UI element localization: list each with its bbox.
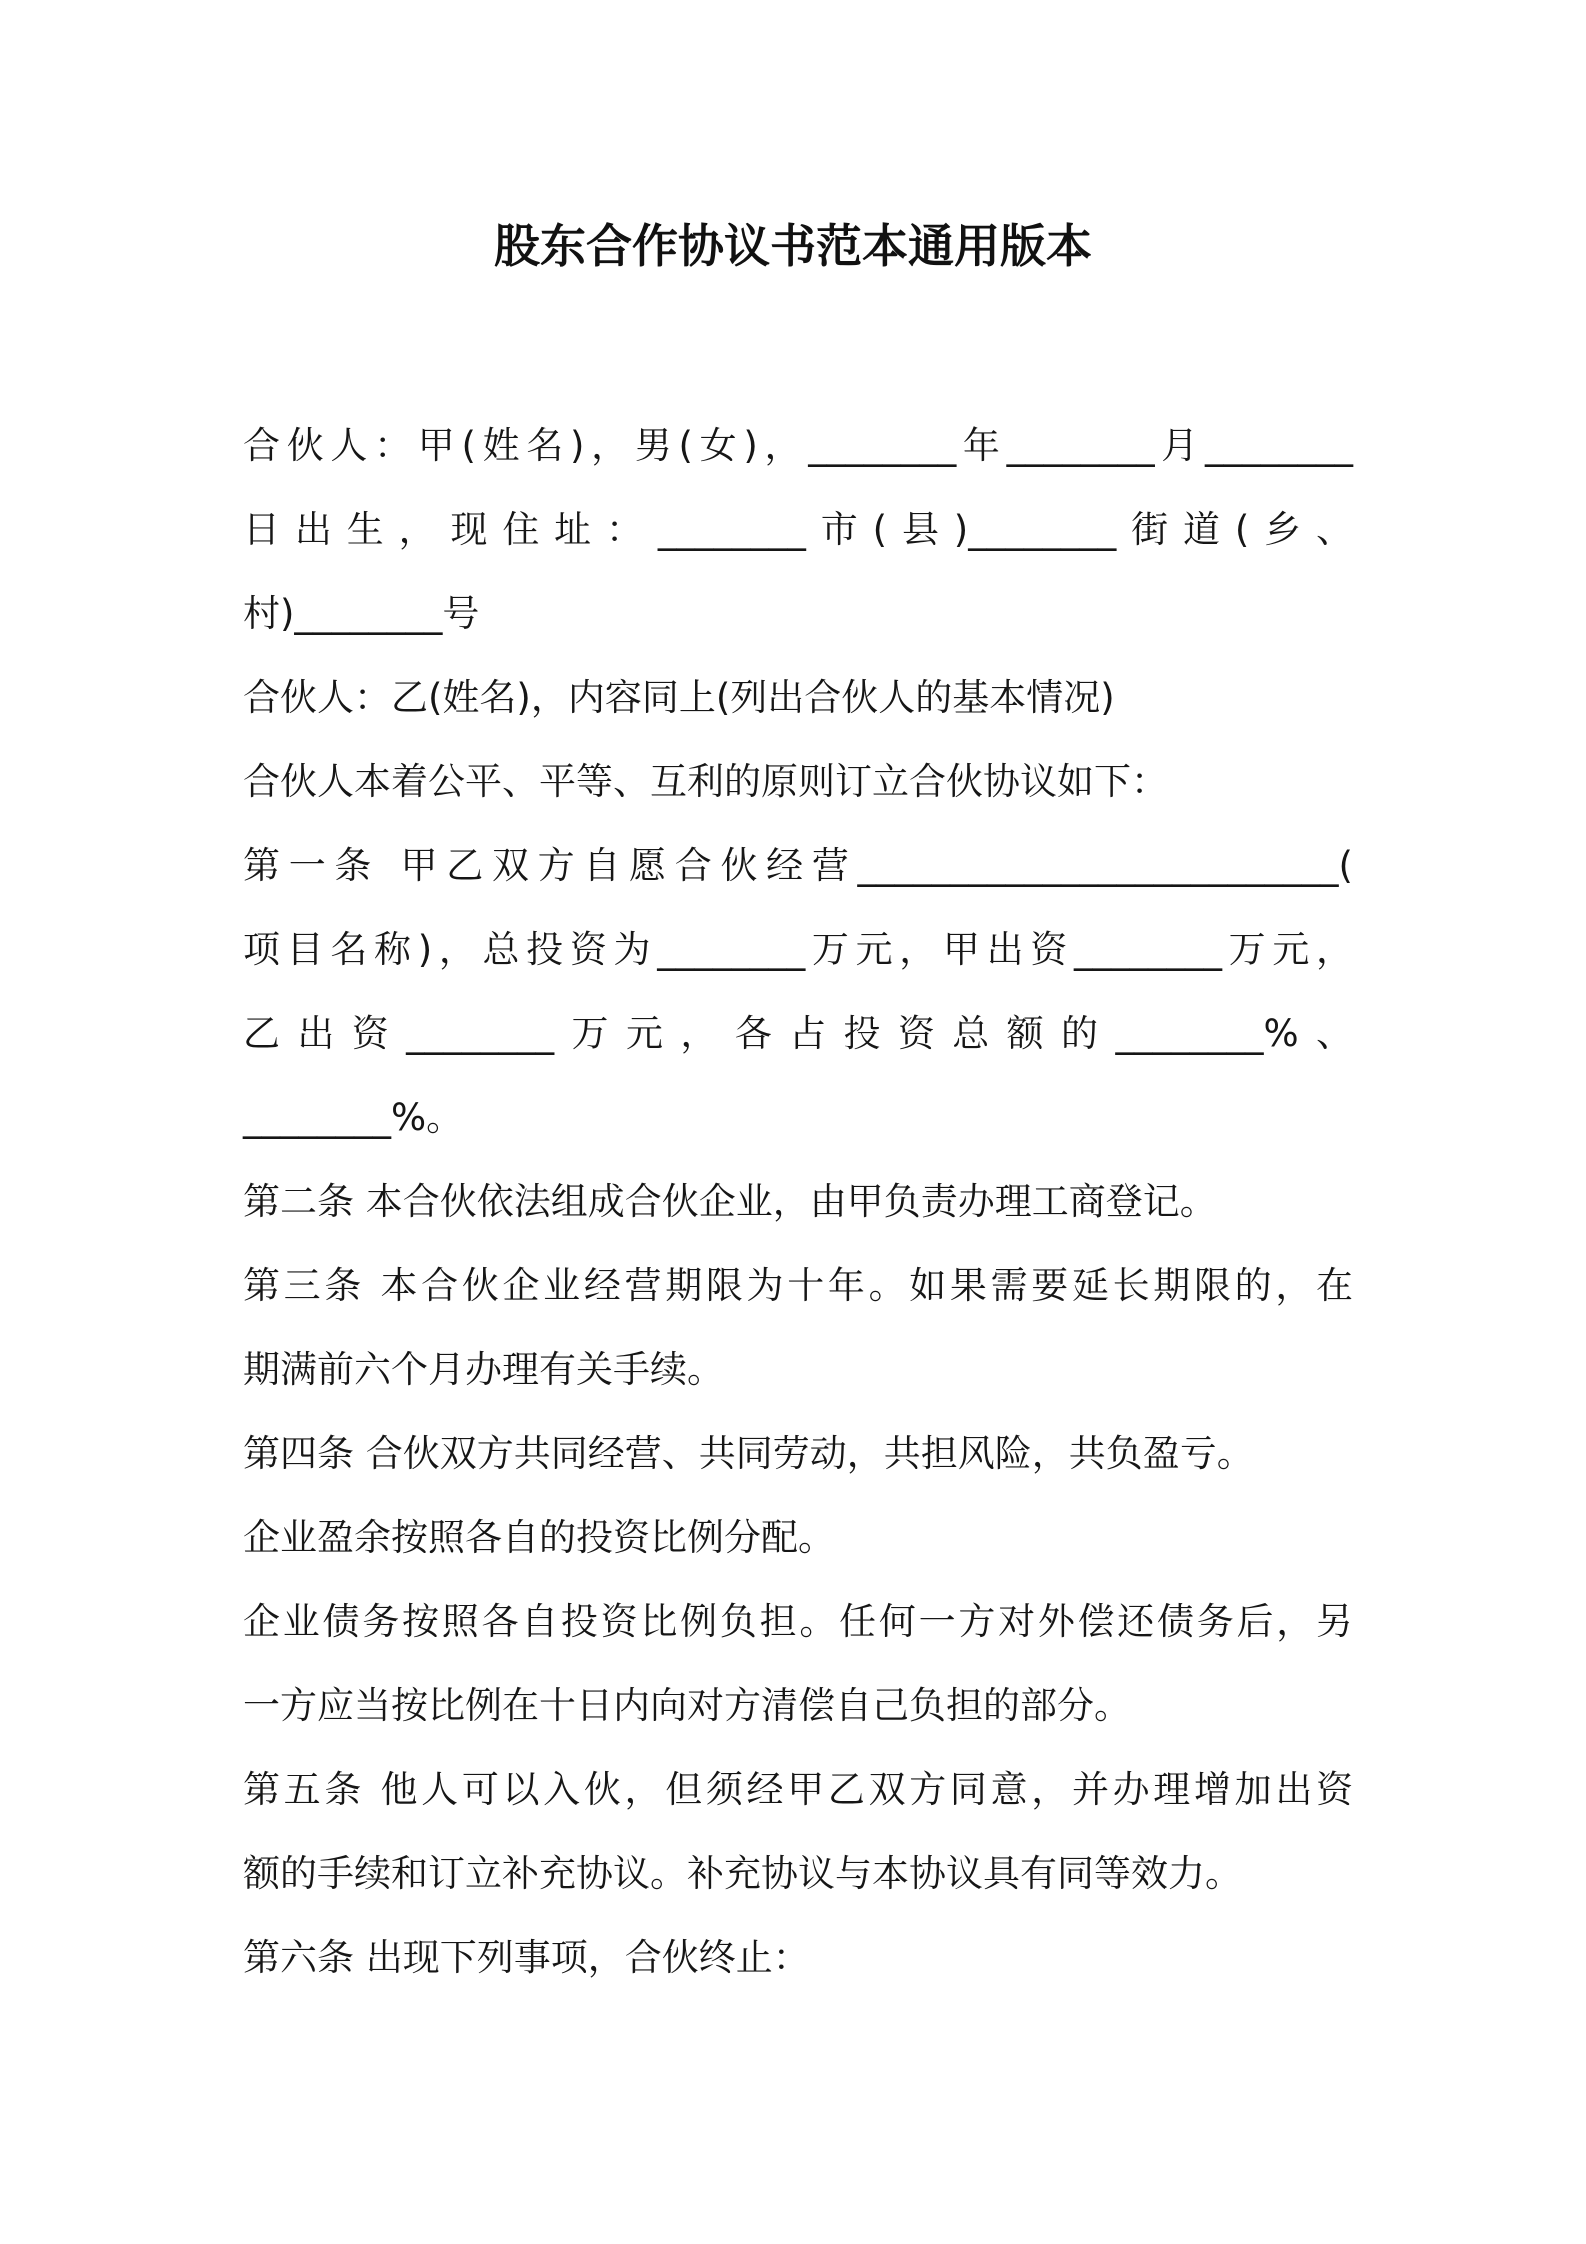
text-line-8: 乙出资________万元，各占投资总额的________%、 — [243, 1012, 1353, 1055]
text-line-1: 合伙人：甲(姓名)，男(女)，________年________月________ — [243, 424, 1353, 467]
text-line-12: 期满前六个月办理有关手续。 — [243, 1348, 724, 1391]
text-line-16: 一方应当按比例在十日内向对方清偿自己负担的部分。 — [243, 1684, 1131, 1727]
text-line-3: 村)________号 — [243, 592, 480, 635]
text-line-5: 合伙人本着公平、平等、互利的原则订立合伙协议如下： — [243, 760, 1168, 803]
text-line-14: 企业盈余按照各自的投资比例分配。 — [243, 1516, 835, 1559]
document-body — [243, 404, 1353, 2000]
text-line-11: 第三条 本合伙企业经营期限为十年。如果需要延长期限的，在 — [243, 1264, 1353, 1307]
document-title: 股东合作协议书范本通用版本 — [494, 219, 1092, 273]
text-line-19: 第六条 出现下列事项，合伙终止： — [243, 1936, 810, 1979]
text-line-2: 日出生，现住址：________市(县)________街道(乡、 — [243, 508, 1353, 551]
text-line-7: 项目名称)，总投资为________万元，甲出资________万元， — [243, 928, 1353, 971]
text-line-15: 企业债务按照各自投资比例负担。任何一方对外偿还债务后，另 — [243, 1600, 1353, 1643]
text-line-17: 第五条 他人可以入伙，但须经甲乙双方同意，并办理增加出资 — [243, 1768, 1353, 1811]
text-line-13: 第四条 合伙双方共同经营、共同劳动，共担风险，共负盈亏。 — [243, 1432, 1254, 1475]
text-line-9: ________%。 — [243, 1096, 464, 1139]
text-line-6: 第一条 甲乙双方自愿合伙经营__________________________( — [243, 844, 1353, 887]
text-line-18: 额的手续和订立补充协议。补充协议与本协议具有同等效力。 — [243, 1852, 1242, 1895]
text-line-10: 第二条 本合伙依法组成合伙企业，由甲负责办理工商登记。 — [243, 1180, 1217, 1223]
text-line-4: 合伙人：乙(姓名)，内容同上(列出合伙人的基本情况) — [243, 676, 1115, 719]
